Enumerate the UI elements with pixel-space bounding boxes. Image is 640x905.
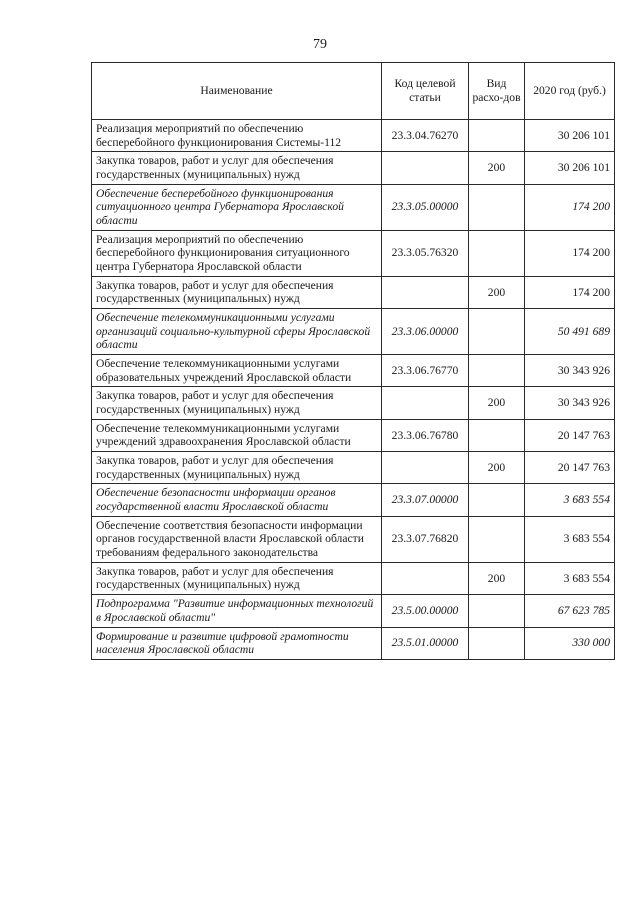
row-amount: 174 200: [525, 230, 615, 276]
row-kind: [469, 516, 525, 562]
row-code: [382, 562, 469, 594]
row-name: Обеспечение соответствия безопасности информации органов государственной власти Ярославской области требованиям федерального законодательства: [92, 516, 382, 562]
row-code: 23.5.00.00000: [382, 595, 469, 627]
row-kind: 200: [469, 152, 525, 184]
row-code: [382, 152, 469, 184]
row-name: Обеспечение телекоммуникационными услугами образовательных учреждений Ярославской области: [92, 355, 382, 387]
row-kind: 200: [469, 562, 525, 594]
row-amount: 20 147 763: [525, 452, 615, 484]
row-kind: 200: [469, 276, 525, 308]
row-kind: [469, 627, 525, 659]
row-name: Закупка товаров, работ и услуг для обеспечения государственных (муниципальных) нужд: [92, 152, 382, 184]
table-row: [92, 627, 615, 659]
table-header-row: [92, 63, 615, 120]
row-amount: 30 206 101: [525, 152, 615, 184]
row-code: 23.3.06.76780: [382, 419, 469, 451]
row-name: Закупка товаров, работ и услуг для обеспечения государственных (муниципальных) нужд: [92, 276, 382, 308]
row-kind: 200: [469, 387, 525, 419]
table-row: [92, 184, 615, 230]
row-code: 23.3.05.76320: [382, 230, 469, 276]
table-row: [92, 355, 615, 387]
header-amount: 2020 год (руб.): [525, 63, 615, 120]
row-kind: [469, 230, 525, 276]
row-code: 23.3.05.00000: [382, 184, 469, 230]
row-code: [382, 452, 469, 484]
table-row: [92, 230, 615, 276]
row-code: [382, 387, 469, 419]
row-code: 23.3.06.76770: [382, 355, 469, 387]
row-amount: 30 343 926: [525, 387, 615, 419]
page-number: 79: [313, 37, 327, 52]
row-code: 23.3.07.76820: [382, 516, 469, 562]
table-row: [92, 595, 615, 627]
row-amount: 3 683 554: [525, 562, 615, 594]
header-name: Наименование: [92, 63, 382, 120]
table-row: [92, 562, 615, 594]
row-name: Обеспечение безопасности информации органов государственной власти Ярославской области: [92, 484, 382, 516]
table-row: [92, 452, 615, 484]
row-amount: 3 683 554: [525, 484, 615, 516]
row-name: Закупка товаров, работ и услуг для обеспечения государственных (муниципальных) нужд: [92, 452, 382, 484]
row-code: 23.3.07.00000: [382, 484, 469, 516]
table-row: [92, 120, 615, 152]
table-row: [92, 152, 615, 184]
row-code: 23.3.06.00000: [382, 309, 469, 355]
row-name: Подпрограмма "Развитие информационных технологий в Ярославской области": [92, 595, 382, 627]
row-name: Обеспечение телекоммуникационными услугами организаций социально-культурной сферы Ярославской области: [92, 309, 382, 355]
row-kind: [469, 309, 525, 355]
row-kind: [469, 184, 525, 230]
row-amount: 50 491 689: [525, 309, 615, 355]
row-code: 23.3.04.76270: [382, 120, 469, 152]
row-kind: [469, 484, 525, 516]
row-name: Реализация мероприятий по обеспечению бесперебойного функционирования Системы-112: [92, 120, 382, 152]
table-row: [92, 276, 615, 308]
row-name: Закупка товаров, работ и услуг для обеспечения государственных (муниципальных) нужд: [92, 387, 382, 419]
row-kind: [469, 120, 525, 152]
table-row: [92, 309, 615, 355]
row-name: Формирование и развитие цифровой грамотности населения Ярославской области: [92, 627, 382, 659]
row-kind: [469, 595, 525, 627]
row-amount: 30 206 101: [525, 120, 615, 152]
budget-table: [91, 62, 615, 660]
row-kind: [469, 355, 525, 387]
row-amount: 3 683 554: [525, 516, 615, 562]
table-row: [92, 516, 615, 562]
row-kind: [469, 419, 525, 451]
table-row: [92, 419, 615, 451]
row-name: Реализация мероприятий по обеспечению бесперебойного функционирования ситуационного центра Губернатора Ярославской области: [92, 230, 382, 276]
row-amount: 174 200: [525, 184, 615, 230]
table-body: [92, 120, 615, 660]
row-name: Закупка товаров, работ и услуг для обеспечения государственных (муниципальных) нужд: [92, 562, 382, 594]
row-amount: 174 200: [525, 276, 615, 308]
header-kind: Вид расхо-дов: [469, 63, 525, 120]
table-row: [92, 484, 615, 516]
table-row: [92, 387, 615, 419]
row-amount: 20 147 763: [525, 419, 615, 451]
row-amount: 330 000: [525, 627, 615, 659]
row-name: Обеспечение бесперебойного функционирования ситуационного центра Губернатора Ярославской области: [92, 184, 382, 230]
header-code: Код целевой статьи: [382, 63, 469, 120]
row-amount: 67 623 785: [525, 595, 615, 627]
row-code: [382, 276, 469, 308]
row-code: 23.5.01.00000: [382, 627, 469, 659]
row-amount: 30 343 926: [525, 355, 615, 387]
row-kind: 200: [469, 452, 525, 484]
row-name: Обеспечение телекоммуникационными услугами учреждений здравоохранения Ярославской области: [92, 419, 382, 451]
